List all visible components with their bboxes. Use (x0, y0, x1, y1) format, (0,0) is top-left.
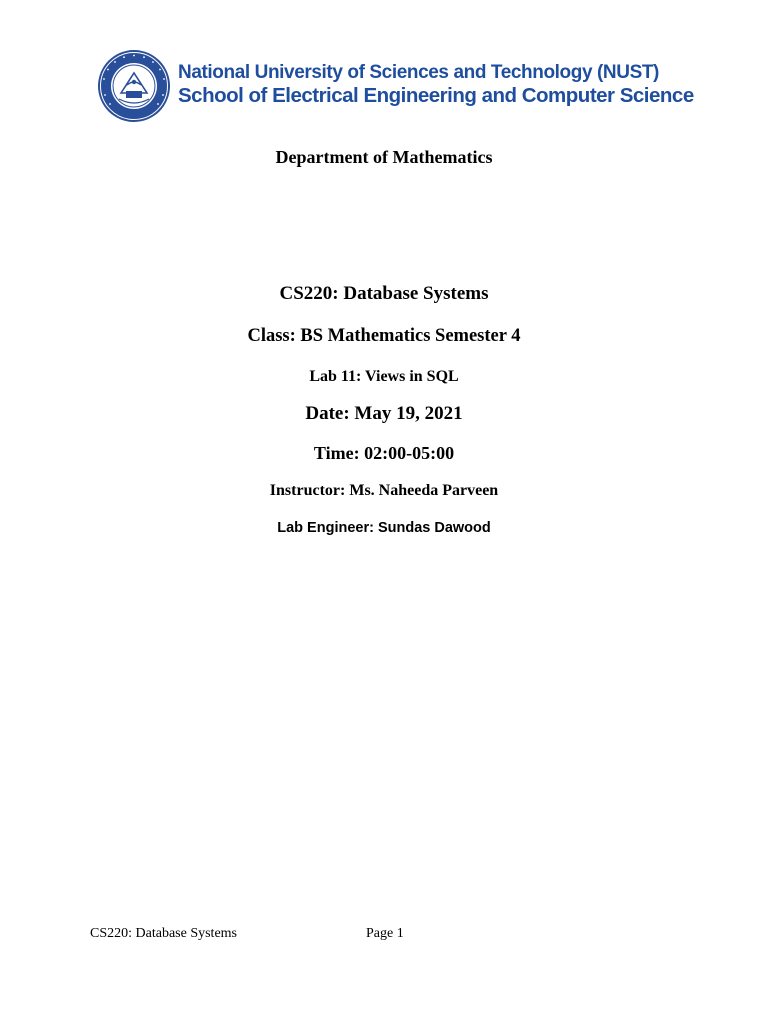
nust-seal-icon (97, 49, 171, 123)
footer-page-number: Page 1 (366, 926, 404, 941)
school-name: School of Electrical Engineering and Computer Science (178, 84, 694, 107)
class-line: Class: BS Mathematics Semester 4 (247, 326, 521, 346)
footer-course: CS220: Database Systems (90, 926, 237, 941)
lab-title: Lab 11: Views in SQL (309, 368, 459, 385)
department-title: Department of Mathematics (275, 147, 493, 167)
time-line: Time: 02:00-05:00 (313, 443, 455, 463)
letterhead (178, 62, 694, 108)
course-title: CS220: Database Systems (279, 283, 489, 304)
instructor-line: Instructor: Ms. Naheeda Parveen (269, 482, 499, 499)
university-name: National University of Sciences and Technology (NUST) (178, 62, 659, 83)
date-line: Date: May 19, 2021 (305, 403, 463, 424)
lab-engineer-line: Lab Engineer: Sundas Dawood (277, 520, 491, 536)
